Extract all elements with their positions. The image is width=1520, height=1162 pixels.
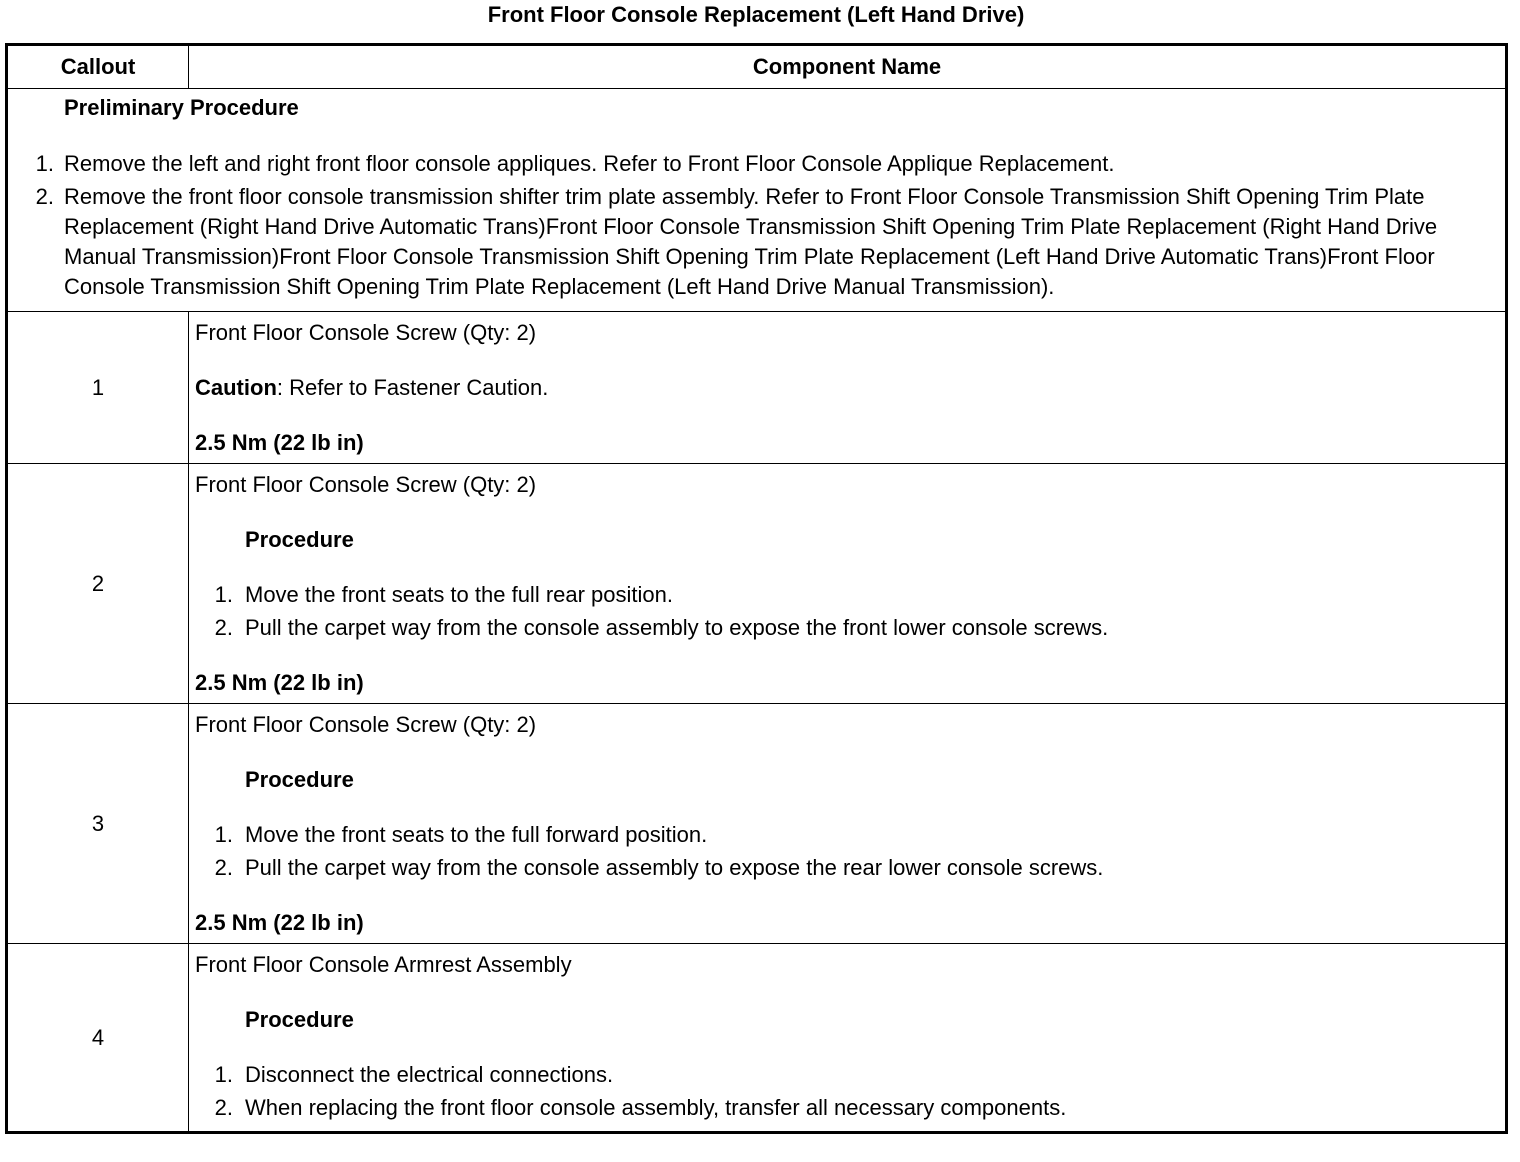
step-number: 1. <box>35 151 54 176</box>
step-text: When replacing the front floor console assembly, transfer all necessary components. <box>245 1095 1067 1120</box>
list-item <box>195 1060 1497 1090</box>
table-row <box>7 944 1507 1133</box>
step-number: 2. <box>214 615 233 640</box>
component-name: Front Floor Console Screw (Qty: 2) <box>195 472 537 497</box>
procedure-heading: Procedure <box>245 767 354 792</box>
torque-spec: 2.5 Nm (22 lb in) <box>195 430 364 455</box>
preliminary-row <box>7 89 1507 312</box>
step-text: Move the front seats to the full forward position. <box>245 822 708 847</box>
callout-number: 1 <box>7 312 189 464</box>
step-number: 2. <box>35 184 54 209</box>
step-number: 1. <box>214 822 233 847</box>
list-item <box>195 853 1497 883</box>
step-text: Remove the left and right front floor console appliques. Refer to Front Floor Console Applique Replacement. <box>64 151 1115 176</box>
table-header-row <box>7 45 1507 89</box>
preliminary-cell <box>7 89 1507 312</box>
column-header-callout: Callout <box>7 45 189 89</box>
procedure-steps <box>195 1060 1497 1123</box>
step-number: 1. <box>214 582 233 607</box>
step-text: Remove the front floor console transmission shifter trim plate assembly. Refer to Front Floor Console Transmission Shift Opening Trim Plate Replacement (Right Hand Drive Automatic Trans)Front Floor Console Transmission Shift Opening Trim Plate Replacement (Right Hand Drive Manual Transmission)Front Floor Console Transmission Shift Opening Trim Plate Replacement (Left Hand Drive Automatic Trans)Front Floor Console Transmission Shift Opening Trim Plate Replacement (Left Hand Drive Manual Transmission). <box>64 184 1438 299</box>
component-cell <box>189 944 1507 1133</box>
list-item <box>195 580 1497 610</box>
step-number: 2. <box>214 1095 233 1120</box>
step-text: Disconnect the electrical connections. <box>245 1062 614 1087</box>
column-header-component-name: Component Name <box>189 45 1507 89</box>
step-text: Pull the carpet way from the console assembly to expose the front lower console screws. <box>245 615 1109 640</box>
step-number: 2. <box>214 855 233 880</box>
caution-label: Caution <box>195 375 277 400</box>
component-cell <box>189 704 1507 944</box>
callout-number: 3 <box>7 704 189 944</box>
caution-text: : Refer to Fastener Caution. <box>276 375 549 400</box>
preliminary-steps <box>26 149 1493 302</box>
step-number: 1. <box>214 1062 233 1087</box>
callout-number: 4 <box>7 944 189 1133</box>
torque-spec: 2.5 Nm (22 lb in) <box>195 670 364 695</box>
table-row <box>7 312 1507 464</box>
torque-spec: 2.5 Nm (22 lb in) <box>195 910 364 935</box>
caution-note <box>195 373 1497 403</box>
callout-number: 2 <box>7 464 189 704</box>
table-row <box>7 464 1507 704</box>
list-item <box>195 1093 1497 1123</box>
procedure-steps <box>195 820 1497 883</box>
preliminary-heading: Preliminary Procedure <box>64 95 299 120</box>
step-text: Pull the carpet way from the console assembly to expose the rear lower console screws. <box>245 855 1104 880</box>
table-row <box>7 704 1507 944</box>
step-text: Move the front seats to the full rear position. <box>245 582 674 607</box>
procedure-heading: Procedure <box>245 527 354 552</box>
list-item <box>195 820 1497 850</box>
procedure-heading: Procedure <box>245 1007 354 1032</box>
procedure-table <box>5 43 1508 1134</box>
list-item <box>26 149 1493 179</box>
list-item <box>26 182 1493 302</box>
procedure-steps <box>195 580 1497 643</box>
list-item <box>195 613 1497 643</box>
component-name: Front Floor Console Armrest Assembly <box>195 952 572 977</box>
component-name: Front Floor Console Screw (Qty: 2) <box>195 712 537 737</box>
document-title: Front Floor Console Replacement (Left Hand Drive) <box>487 2 1025 27</box>
component-name: Front Floor Console Screw (Qty: 2) <box>195 320 537 345</box>
component-cell <box>189 312 1507 464</box>
component-cell <box>189 464 1507 704</box>
